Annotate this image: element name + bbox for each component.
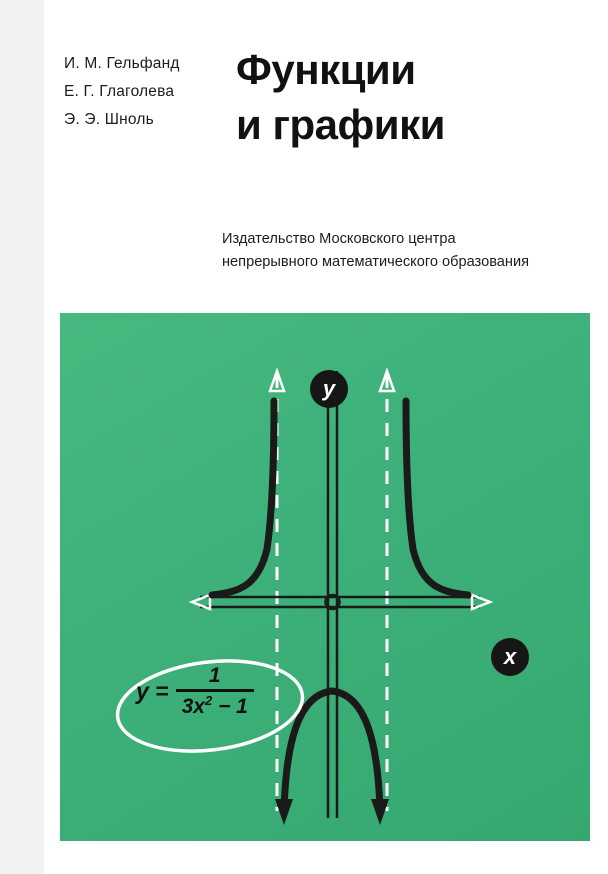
cover-bottom-margin bbox=[44, 841, 608, 874]
author-name: Э. Э. Шноль bbox=[64, 111, 154, 128]
curve-branch-right bbox=[406, 401, 468, 595]
spine-strip bbox=[0, 0, 45, 874]
author-name: Е. Г. Глаголева bbox=[64, 83, 175, 100]
formula-denominator-exponent: 2 bbox=[204, 693, 213, 709]
middle-branch-left-arrow bbox=[275, 799, 293, 825]
publisher-line-1: Издательство Московского центра bbox=[222, 231, 456, 247]
book-title-line-1: Функции bbox=[236, 46, 416, 93]
y-axis-label-badge bbox=[310, 370, 348, 408]
y-axis-label: y bbox=[322, 376, 336, 401]
book-title bbox=[236, 42, 586, 153]
formula-numerator: 1 bbox=[208, 664, 221, 687]
x-axis-label: x bbox=[503, 644, 517, 669]
x-axis-right-arrow bbox=[472, 595, 490, 609]
formula-denominator-base: 3x bbox=[181, 695, 205, 719]
publisher-name bbox=[222, 228, 604, 274]
curve-branch-left bbox=[212, 401, 274, 595]
middle-branch-right-arrow bbox=[371, 799, 389, 825]
formula-fraction bbox=[176, 665, 254, 718]
author-list bbox=[64, 50, 264, 134]
publisher-line-2: непрерывного математического образования bbox=[222, 254, 530, 270]
cover-front bbox=[44, 0, 608, 874]
formula-denominator-tail: − 1 bbox=[218, 695, 248, 719]
formula-denominator bbox=[176, 694, 254, 718]
cover-illustration bbox=[60, 313, 590, 841]
formula-lhs: y = bbox=[136, 678, 169, 705]
formula-fraction-bar bbox=[176, 689, 254, 692]
formula-expression bbox=[136, 665, 254, 718]
book-title-line-2: и графики bbox=[236, 101, 445, 149]
author-name: И. М. Гельфанд bbox=[64, 55, 180, 72]
x-axis-label-badge bbox=[491, 638, 529, 676]
